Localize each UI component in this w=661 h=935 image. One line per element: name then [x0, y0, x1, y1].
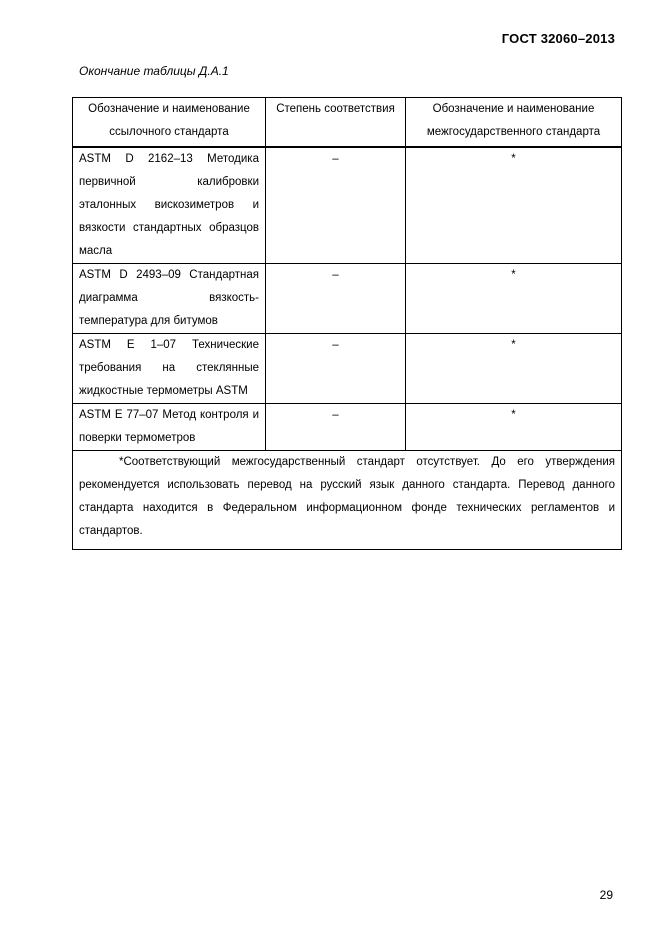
table-row	[73, 334, 622, 404]
cell-degree: –	[266, 404, 406, 451]
column-header-degree: Степень соответствия	[266, 98, 406, 148]
cell-degree: –	[266, 264, 406, 334]
cell-interstate-standard: *	[406, 334, 622, 404]
reference-standards-table	[72, 97, 622, 550]
table-row	[73, 404, 622, 451]
document-code: ГОСТ 32060–2013	[501, 31, 615, 46]
cell-reference-standard: ASTM E 77–07 Метод контроля и поверки термометров	[73, 404, 266, 451]
table-header-row	[73, 98, 622, 148]
column-header-interstate: Обозначение и наименование межгосударственного стандарта	[406, 98, 622, 148]
page-number: 29	[599, 888, 613, 902]
table-caption: Окончание таблицы Д.А.1	[79, 64, 229, 78]
cell-degree: –	[266, 147, 406, 264]
cell-interstate-standard: *	[406, 147, 622, 264]
column-header-reference: Обозначение и наименование ссылочного стандарта	[73, 98, 266, 148]
table-footnote-row	[73, 451, 622, 550]
table-footnote-cell	[73, 451, 622, 550]
table-row	[73, 264, 622, 334]
table-footnote: *Соответствующий межгосударственный стандарт отсутствует. До его утверждения рекомендуется использовать перевод на русский язык данного стандарта. Перевод данного стандарта находится в Федеральном информационном фонде технических регламентов и стандартов.	[79, 456, 615, 537]
cell-interstate-standard: *	[406, 404, 622, 451]
cell-interstate-standard: *	[406, 264, 622, 334]
table-row	[73, 147, 622, 264]
cell-reference-standard: ASTM D 2162–13 Методика первичной калибровки эталонных вискозиметров и вязкости стандартных образцов масла	[73, 147, 266, 264]
cell-reference-standard: ASTM E 1–07 Технические требования на стеклянные жидкостные термометры ASTM	[73, 334, 266, 404]
cell-reference-standard: ASTM D 2493–09 Стандартная диаграмма вязкость-температура для битумов	[73, 264, 266, 334]
cell-degree: –	[266, 334, 406, 404]
